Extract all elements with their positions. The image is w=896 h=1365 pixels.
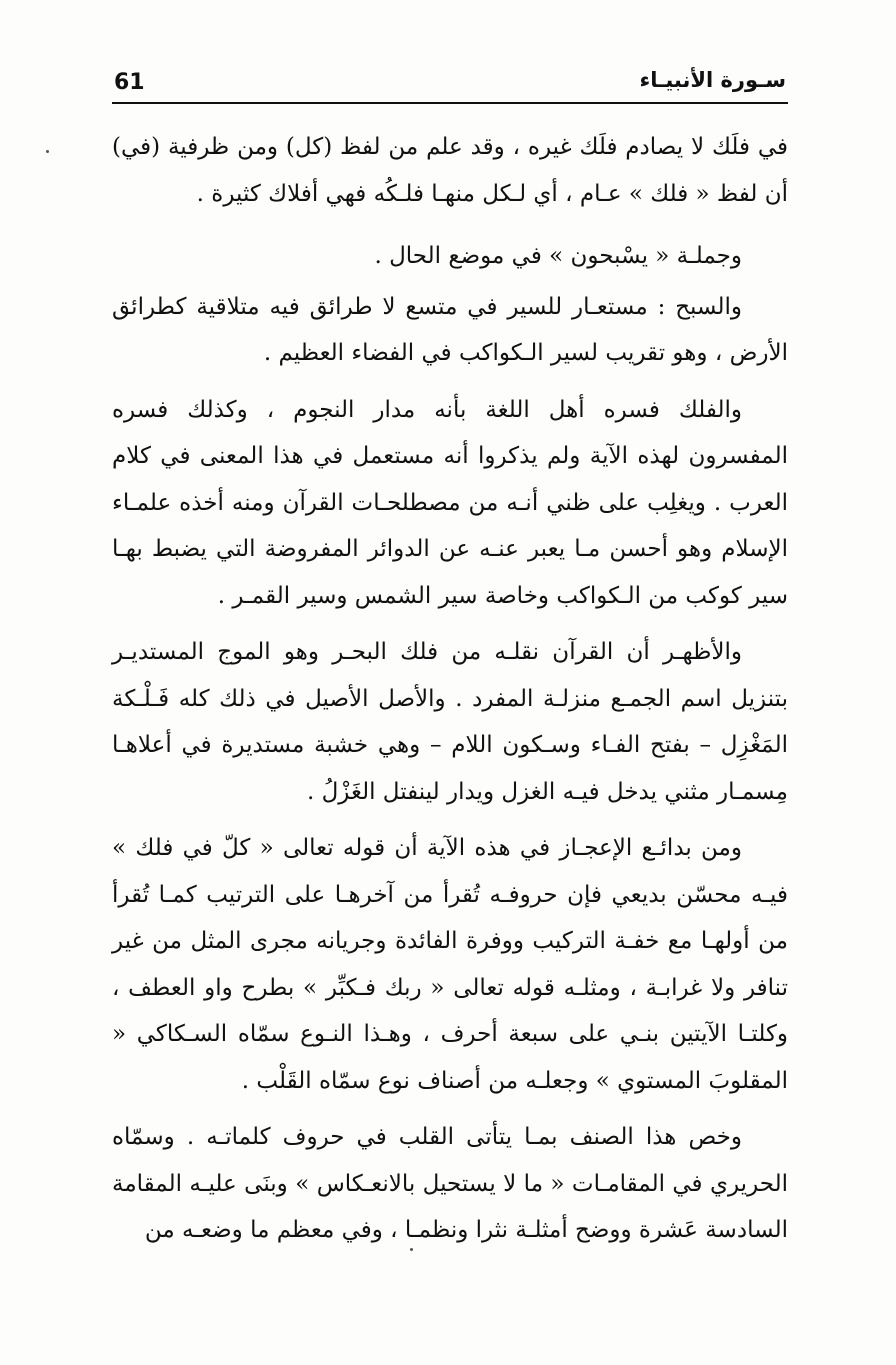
running-title: سـورة الأنبيـاء <box>639 68 786 92</box>
page-body <box>112 124 788 1254</box>
paragraph-5: والأظهـر أن القرآن نقلـه من فلك البحـر وهو الموج المستديـر بتنزيل اسم الجمـع منزلـة المفرد . والأصل الأصيل في ذلك كله فَـلْـكة المَغْزِل – بفتح الفـاء وسـكون اللام – وهي خشبة مستديرة في أعلاهـا مِسمـار مثني يدخل فيـه الغزل ويدار لينفتل الغَزْلُ . <box>112 639 788 805</box>
page-number: 61 <box>114 70 145 95</box>
paragraph-4: والفلك فسره أهل اللغة بأنه مدار النجوم ، وكذلك فسره المفسرون لهذه الآية ولم يذكروا أنه مستعمل في هذا المعنى في كلام العرب . ويغلِب على ظني أنـه من مصطلحـات القرآن ومنه أخذه علمـاء الإسلام وهو أحسن مـا يعبر عنـه عن الدوائر المفروضة التي يضبط بهـا سير كوكب من الـكواكب وخاصة سير الشمس وسير القمـر . <box>112 396 788 609</box>
scan-speck <box>46 150 49 153</box>
paragraph-7: وخص هذا الصنف بمـا يتأتى القلب في حروف كلماتـه . وسمّاه الحريري في المقامـات « ما لا يستحيل بالانعـكاس » وبنَى عليـه المقامة السادسة عَشرة ووضح أمثلـة نثرا ونظمـا ، وفي معظم ما وضعـه من <box>112 1124 788 1243</box>
paragraph-3: والسبح : مستعـار للسير في متسع لا طرائق فيه متلاقية كطرائق الأرض ، وهو تقريب لسير الـكواكب في الفضاء العظيم . <box>112 293 788 366</box>
scan-speck <box>410 1248 413 1251</box>
page-header <box>112 66 788 104</box>
paragraph-1: في فلَك لا يصادم فلَك غيره ، وقد علم من لفظ (كل) ومن ظرفية (في) أن لفظ « فلك » عـام ، أي لـكل منهـا فلـكُه فهي أفلاك كثيرة . <box>112 134 788 207</box>
paragraph-2: وجملـة « يسْبحون » في موضع الحال . <box>374 243 742 269</box>
paragraph-6: ومن بدائـع الإعجـاز في هذه الآية أن قوله تعالى « كلّ في فلك » فيـه محسّن بديعي فإن حروفـه تُقرأ من آخرهـا على الترتيب كمـا تُقرأ من أولهـا مع خفـة التركيب ووفرة الفائدة وجريانه مجرى المثل من غير تنافر ولا غرابـة ، ومثلـه قوله تعالى « ربك فـكبِّر » بطرح واو العطف ، وكلتـا الآيتين بنـي على سبعة أحرف ، وهـذا النـوع سمّاه السـكاكي « المقلوبَ المستوي » وجعلـه من أصناف نوع سمّاه القَلْب . <box>112 835 788 1094</box>
